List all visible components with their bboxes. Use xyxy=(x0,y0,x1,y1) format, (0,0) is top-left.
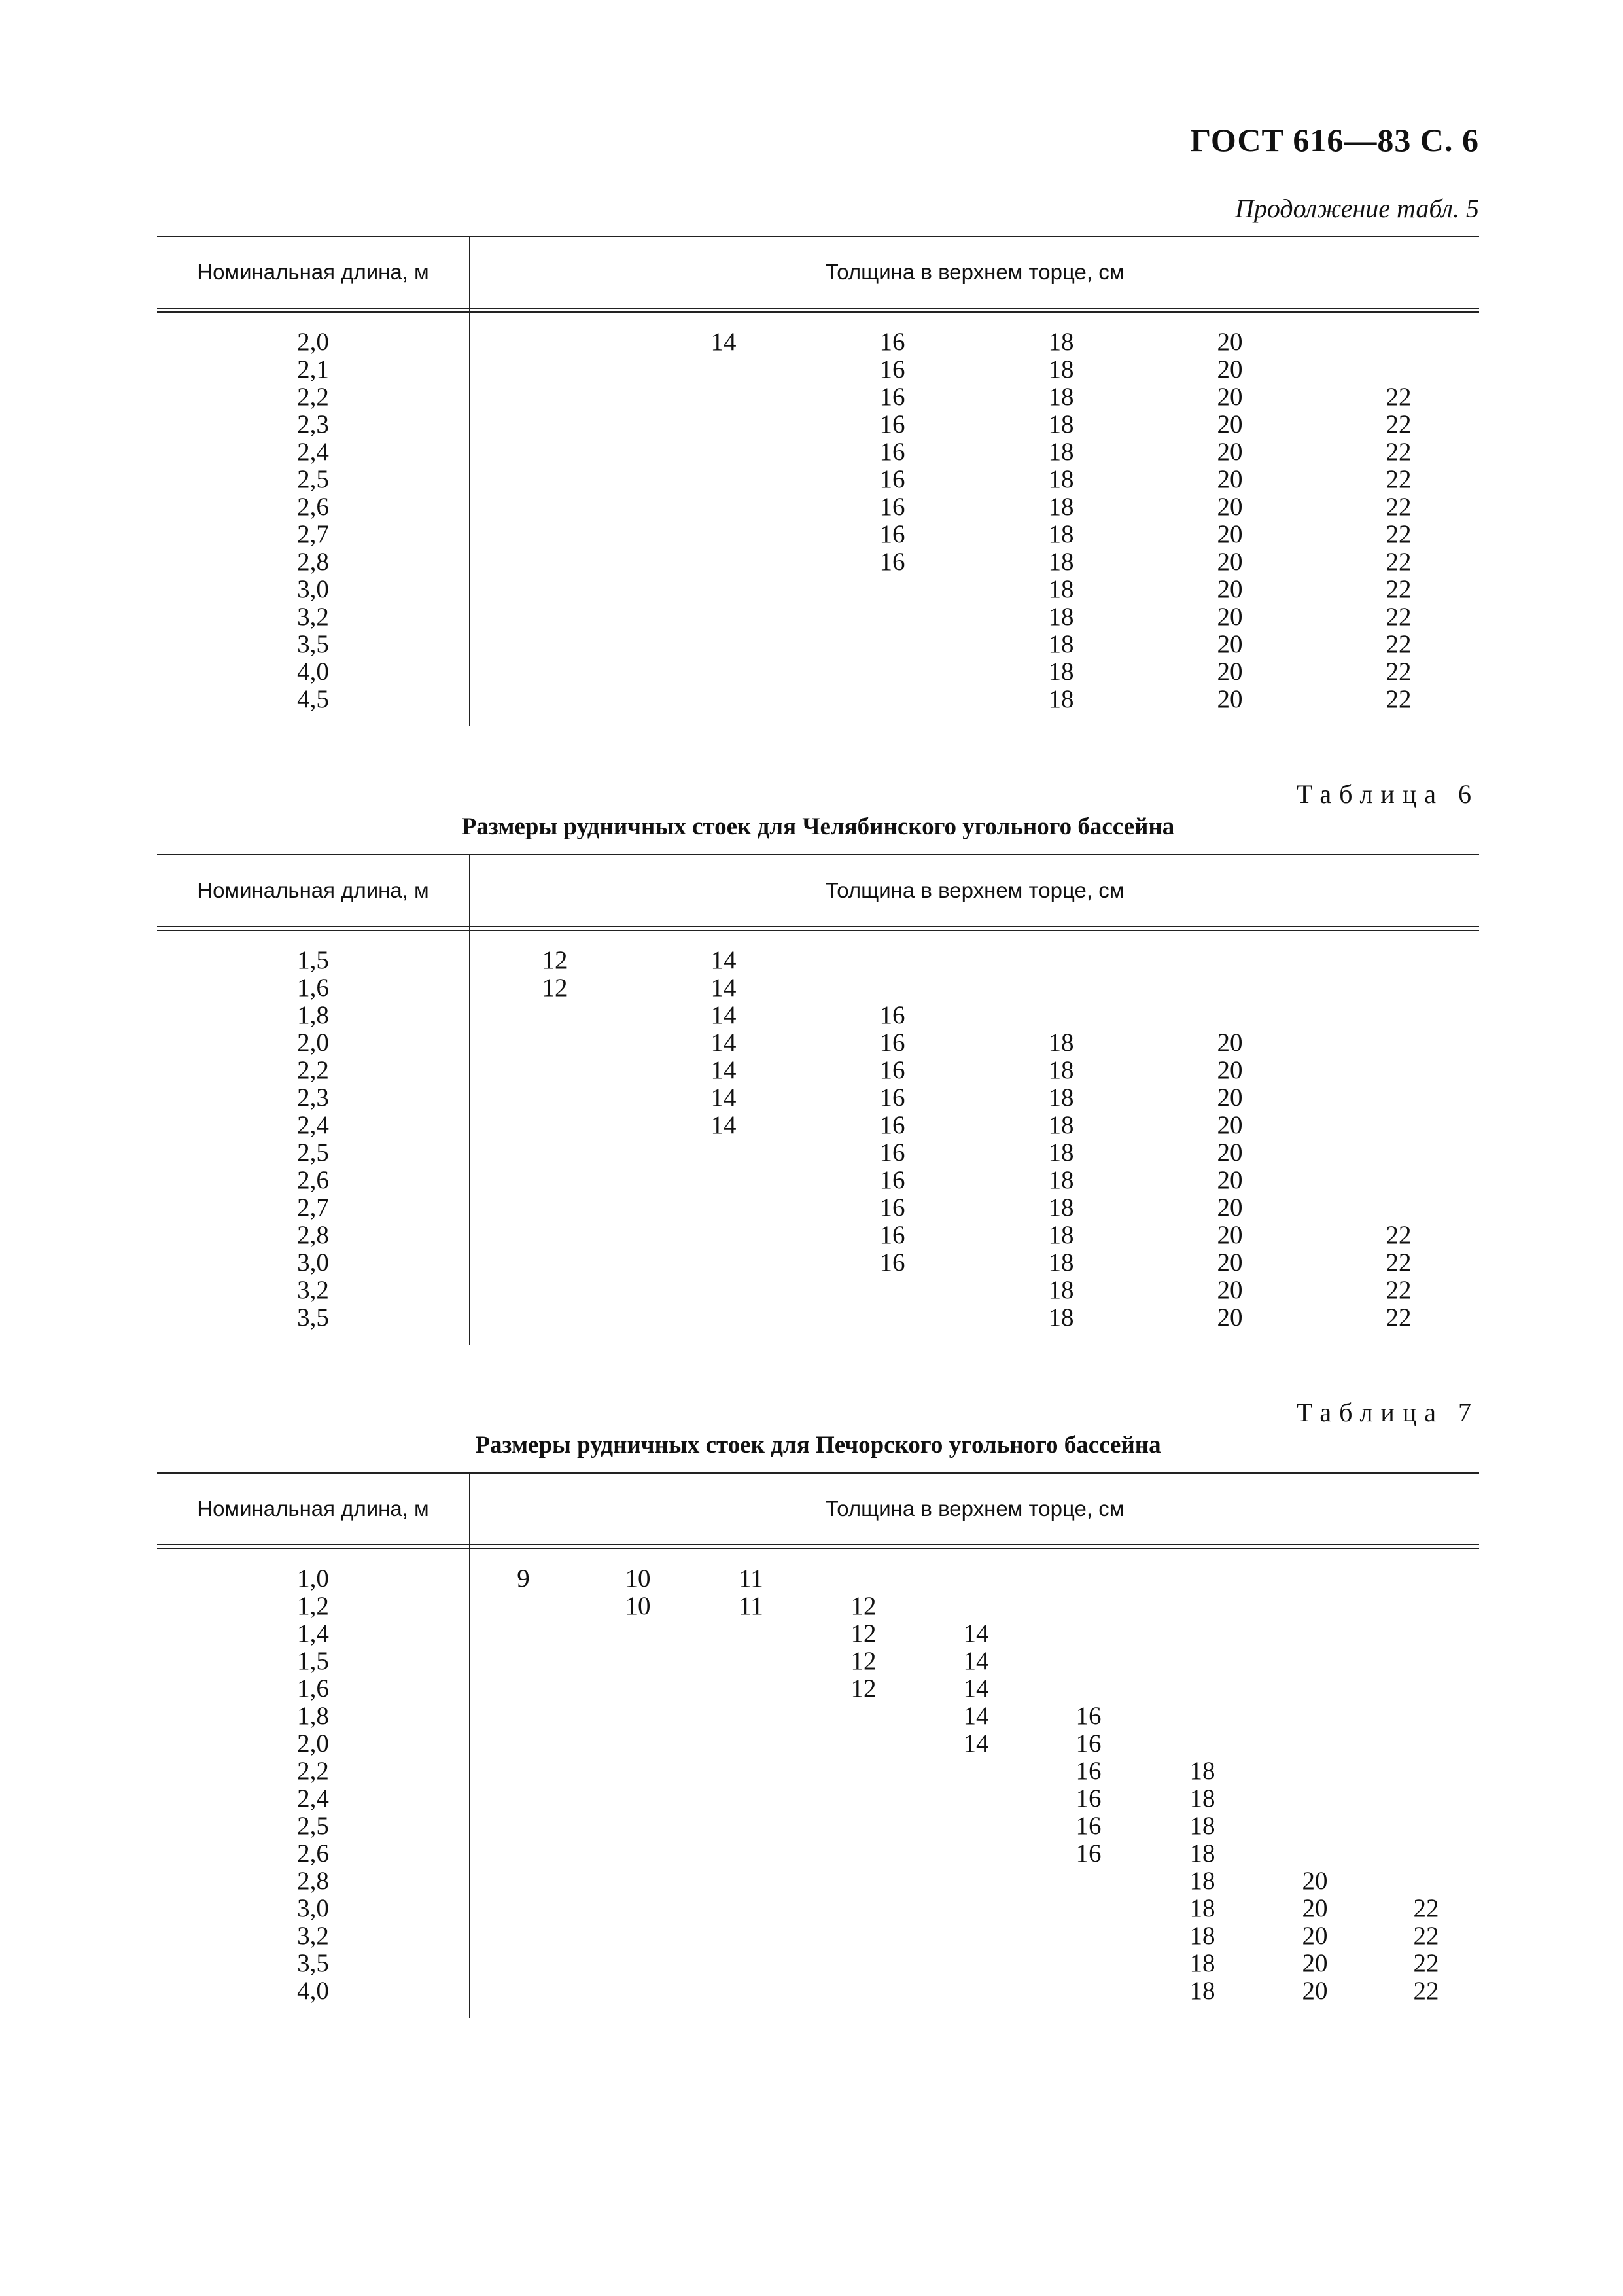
thickness-cell: 16 xyxy=(879,1166,905,1194)
thickness-cell: 20 xyxy=(1217,1248,1243,1277)
table-row xyxy=(157,631,1479,658)
thickness-cell: 20 xyxy=(1217,1084,1243,1112)
table-row xyxy=(157,1922,1479,1950)
table-row xyxy=(157,1194,1479,1222)
col-header-length: Номинальная длина, м xyxy=(197,1496,429,1521)
thickness-cell: 20 xyxy=(1302,1867,1328,1895)
col-header-thickness: Толщина в верхнем торце, см xyxy=(825,260,1125,284)
length-cell: 4,5 xyxy=(297,685,329,713)
thickness-cell: 16 xyxy=(1075,1757,1102,1785)
thickness-cell: 22 xyxy=(1386,465,1412,493)
table-row xyxy=(157,1084,1479,1112)
thickness-cell: 22 xyxy=(1386,493,1412,521)
table-row xyxy=(157,1648,1479,1675)
table-row xyxy=(157,1002,1479,1029)
thickness-cell: 20 xyxy=(1217,1221,1243,1249)
thickness-cell: 16 xyxy=(879,493,905,521)
thickness-cell: 18 xyxy=(1048,1056,1074,1084)
thickness-cell: 18 xyxy=(1048,410,1074,438)
table-row xyxy=(157,658,1479,686)
thickness-cell: 20 xyxy=(1217,685,1243,713)
length-cell: 3,2 xyxy=(297,1922,329,1950)
table-7-title: Размеры рудничных стоек для Печорского угольного бассейна xyxy=(475,1432,1161,1458)
thickness-cell: 18 xyxy=(1048,1139,1074,1167)
length-cell: 3,0 xyxy=(297,1248,329,1277)
thickness-cell: 22 xyxy=(1386,1221,1412,1249)
table-6-label: Таблица 6 xyxy=(1296,779,1479,809)
table-row xyxy=(157,1950,1479,1977)
thickness-cell: 22 xyxy=(1386,548,1412,576)
thickness-cell: 22 xyxy=(1386,603,1412,631)
thickness-cell: 22 xyxy=(1386,685,1412,713)
thickness-cell: 18 xyxy=(1048,658,1074,686)
table-row xyxy=(157,576,1479,603)
thickness-cell: 18 xyxy=(1048,1111,1074,1139)
thickness-cell: 11 xyxy=(739,1564,763,1593)
table-7-label: Таблица 7 xyxy=(1296,1398,1479,1427)
page-header: ГОСТ 616—83 С. 6 xyxy=(1190,122,1479,158)
table-body xyxy=(157,313,1479,725)
thickness-cell: 16 xyxy=(879,1084,905,1112)
thickness-cell: 16 xyxy=(1075,1702,1102,1730)
thickness-cell: 20 xyxy=(1217,1029,1243,1057)
thickness-cell: 18 xyxy=(1189,1867,1215,1895)
length-cell: 2,3 xyxy=(297,410,329,438)
thickness-cell: 12 xyxy=(850,1619,877,1648)
table-row xyxy=(157,1620,1479,1648)
thickness-cell: 16 xyxy=(879,465,905,493)
length-cell: 2,5 xyxy=(297,465,329,493)
length-cell: 2,2 xyxy=(297,1757,329,1785)
thickness-cell: 20 xyxy=(1217,410,1243,438)
thickness-cell: 22 xyxy=(1413,1949,1439,1977)
thickness-cell: 20 xyxy=(1217,1193,1243,1222)
table-6-title: Размеры рудничных стоек для Челябинского угольного бассейна xyxy=(461,813,1175,840)
thickness-cell: 22 xyxy=(1386,383,1412,411)
thickness-cell: 16 xyxy=(879,1221,905,1249)
thickness-cell: 10 xyxy=(625,1592,651,1620)
length-cell: 3,5 xyxy=(297,630,329,658)
thickness-cell: 16 xyxy=(879,1248,905,1277)
thickness-cell: 16 xyxy=(879,383,905,411)
table-row xyxy=(157,548,1479,576)
table-row xyxy=(157,1304,1479,1332)
thickness-cell: 22 xyxy=(1386,410,1412,438)
table-row xyxy=(157,1029,1479,1057)
thickness-cell: 18 xyxy=(1048,1221,1074,1249)
thickness-cell: 20 xyxy=(1217,1166,1243,1194)
table-header xyxy=(157,237,1479,309)
length-cell: 2,6 xyxy=(297,1166,329,1194)
thickness-cell: 18 xyxy=(1048,1084,1074,1112)
col-header-length: Номинальная длина, м xyxy=(197,260,429,284)
thickness-cell: 22 xyxy=(1413,1922,1439,1950)
table-row xyxy=(157,686,1479,713)
thickness-cell: 18 xyxy=(1048,1303,1074,1332)
thickness-cell: 16 xyxy=(1075,1839,1102,1867)
thickness-cell: 12 xyxy=(850,1674,877,1703)
thickness-cell: 14 xyxy=(963,1647,989,1675)
thickness-cell: 20 xyxy=(1217,630,1243,658)
length-cell: 2,3 xyxy=(297,1084,329,1112)
thickness-cell: 18 xyxy=(1189,1839,1215,1867)
table-row xyxy=(157,1977,1479,2005)
thickness-cell: 18 xyxy=(1048,1166,1074,1194)
thickness-cell: 20 xyxy=(1217,383,1243,411)
length-cell: 3,5 xyxy=(297,1949,329,1977)
length-cell: 2,7 xyxy=(297,520,329,548)
thickness-cell: 22 xyxy=(1386,575,1412,603)
thickness-cell: 18 xyxy=(1189,1922,1215,1950)
table-body xyxy=(157,931,1479,1343)
col-header-length: Номинальная длина, м xyxy=(197,878,429,902)
thickness-cell: 16 xyxy=(879,410,905,438)
thickness-cell: 22 xyxy=(1386,658,1412,686)
thickness-cell: 16 xyxy=(879,548,905,576)
length-cell: 2,2 xyxy=(297,383,329,411)
length-cell: 2,8 xyxy=(297,1867,329,1895)
table-row xyxy=(157,1277,1479,1304)
thickness-cell: 18 xyxy=(1048,603,1074,631)
table-row xyxy=(157,1675,1479,1703)
thickness-cell: 20 xyxy=(1217,355,1243,383)
col-header-thickness: Толщина в верхнем торце, см xyxy=(825,1496,1125,1521)
thickness-cell: 14 xyxy=(963,1619,989,1648)
length-cell: 2,2 xyxy=(297,1056,329,1084)
thickness-cell: 18 xyxy=(1048,575,1074,603)
thickness-cell: 14 xyxy=(710,1001,737,1029)
thickness-cell: 20 xyxy=(1302,1977,1328,2005)
table-row xyxy=(157,1867,1479,1895)
thickness-cell: 18 xyxy=(1048,383,1074,411)
length-cell: 2,6 xyxy=(297,1839,329,1867)
length-cell: 1,5 xyxy=(297,946,329,974)
length-cell: 2,4 xyxy=(297,438,329,466)
length-cell: 2,0 xyxy=(297,1729,329,1757)
thickness-cell: 22 xyxy=(1386,438,1412,466)
thickness-cell: 18 xyxy=(1048,1193,1074,1222)
thickness-cell: 14 xyxy=(710,1029,737,1057)
thickness-cell: 14 xyxy=(710,1056,737,1084)
thickness-cell: 16 xyxy=(879,1001,905,1029)
table-row xyxy=(157,1222,1479,1249)
table-row xyxy=(157,1565,1479,1593)
table-row xyxy=(157,438,1479,466)
thickness-cell: 14 xyxy=(710,1111,737,1139)
thickness-cell: 12 xyxy=(850,1647,877,1675)
thickness-cell: 9 xyxy=(517,1564,530,1593)
thickness-cell: 16 xyxy=(1075,1812,1102,1840)
table-row xyxy=(157,493,1479,521)
thickness-cell: 18 xyxy=(1048,520,1074,548)
thickness-cell: 16 xyxy=(879,438,905,466)
thickness-cell: 20 xyxy=(1217,1303,1243,1332)
thickness-cell: 16 xyxy=(879,1111,905,1139)
thickness-cell: 18 xyxy=(1048,630,1074,658)
thickness-cell: 22 xyxy=(1386,630,1412,658)
table-row xyxy=(157,1812,1479,1840)
thickness-cell: 14 xyxy=(710,328,737,356)
thickness-cell: 18 xyxy=(1189,1894,1215,1922)
thickness-cell: 18 xyxy=(1048,438,1074,466)
length-cell: 2,4 xyxy=(297,1784,329,1812)
length-cell: 4,0 xyxy=(297,658,329,686)
length-cell: 2,5 xyxy=(297,1812,329,1840)
thickness-cell: 18 xyxy=(1048,1029,1074,1057)
thickness-cell: 22 xyxy=(1413,1977,1439,2005)
thickness-cell: 22 xyxy=(1386,1303,1412,1332)
thickness-cell: 22 xyxy=(1386,1276,1412,1304)
table-6 xyxy=(157,854,1479,1343)
thickness-cell: 14 xyxy=(963,1702,989,1730)
thickness-cell: 20 xyxy=(1302,1922,1328,1950)
length-cell: 1,8 xyxy=(297,1001,329,1029)
table-row xyxy=(157,1167,1479,1194)
thickness-cell: 16 xyxy=(1075,1729,1102,1757)
table-row xyxy=(157,466,1479,493)
table-row xyxy=(157,1593,1479,1620)
length-cell: 1,8 xyxy=(297,1702,329,1730)
length-cell: 2,6 xyxy=(297,493,329,521)
thickness-cell: 18 xyxy=(1048,685,1074,713)
thickness-cell: 18 xyxy=(1048,1276,1074,1304)
table-header xyxy=(157,855,1479,927)
table-row xyxy=(157,1112,1479,1139)
thickness-cell: 18 xyxy=(1048,355,1074,383)
thickness-cell: 20 xyxy=(1217,1111,1243,1139)
table-row xyxy=(157,1757,1479,1785)
thickness-cell: 20 xyxy=(1217,328,1243,356)
thickness-cell: 12 xyxy=(850,1592,877,1620)
thickness-cell: 20 xyxy=(1217,465,1243,493)
thickness-cell: 16 xyxy=(879,1193,905,1222)
length-cell: 2,8 xyxy=(297,1221,329,1249)
thickness-cell: 20 xyxy=(1217,603,1243,631)
thickness-cell: 18 xyxy=(1048,493,1074,521)
thickness-cell: 11 xyxy=(739,1592,763,1620)
table-row xyxy=(157,1703,1479,1730)
length-cell: 3,2 xyxy=(297,603,329,631)
table-row xyxy=(157,1249,1479,1277)
length-cell: 1,4 xyxy=(297,1619,329,1648)
thickness-cell: 20 xyxy=(1217,575,1243,603)
table-row xyxy=(157,1785,1479,1812)
col-header-thickness: Толщина в верхнем торце, см xyxy=(825,878,1125,902)
table-body xyxy=(157,1549,1479,2017)
thickness-cell: 14 xyxy=(963,1674,989,1703)
thickness-cell: 16 xyxy=(879,1056,905,1084)
thickness-cell: 14 xyxy=(710,974,737,1002)
thickness-cell: 10 xyxy=(625,1564,651,1593)
table-row xyxy=(157,1840,1479,1867)
length-cell: 3,0 xyxy=(297,575,329,603)
thickness-cell: 18 xyxy=(1189,1784,1215,1812)
thickness-cell: 18 xyxy=(1189,1812,1215,1840)
length-cell: 2,4 xyxy=(297,1111,329,1139)
length-cell: 3,2 xyxy=(297,1276,329,1304)
thickness-cell: 20 xyxy=(1217,1056,1243,1084)
thickness-cell: 14 xyxy=(710,946,737,974)
thickness-cell: 20 xyxy=(1217,1276,1243,1304)
thickness-cell: 16 xyxy=(1075,1784,1102,1812)
table-row xyxy=(157,1730,1479,1757)
thickness-cell: 18 xyxy=(1189,1757,1215,1785)
length-cell: 3,5 xyxy=(297,1303,329,1332)
table-row xyxy=(157,521,1479,548)
thickness-cell: 18 xyxy=(1048,465,1074,493)
thickness-cell: 18 xyxy=(1189,1977,1215,2005)
thickness-cell: 20 xyxy=(1302,1894,1328,1922)
length-cell: 2,5 xyxy=(297,1139,329,1167)
length-cell: 3,0 xyxy=(297,1894,329,1922)
thickness-cell: 20 xyxy=(1217,658,1243,686)
thickness-cell: 22 xyxy=(1386,520,1412,548)
thickness-cell: 20 xyxy=(1217,548,1243,576)
thickness-cell: 20 xyxy=(1217,438,1243,466)
thickness-cell: 22 xyxy=(1413,1894,1439,1922)
table-5-continued xyxy=(157,236,1479,725)
table-header xyxy=(157,1474,1479,1545)
table-row xyxy=(157,1057,1479,1084)
thickness-cell: 16 xyxy=(879,1139,905,1167)
thickness-cell: 22 xyxy=(1386,1248,1412,1277)
length-cell: 2,1 xyxy=(297,355,329,383)
thickness-cell: 14 xyxy=(963,1729,989,1757)
length-cell: 4,0 xyxy=(297,1977,329,2005)
length-cell: 1,2 xyxy=(297,1592,329,1620)
table-row xyxy=(157,328,1479,356)
table-row xyxy=(157,1895,1479,1922)
table-row xyxy=(157,603,1479,631)
thickness-cell: 18 xyxy=(1048,548,1074,576)
table-7 xyxy=(157,1472,1479,2017)
length-cell: 2,0 xyxy=(297,328,329,356)
table-row xyxy=(157,1139,1479,1167)
thickness-cell: 16 xyxy=(879,1029,905,1057)
thickness-cell: 20 xyxy=(1217,1139,1243,1167)
length-cell: 1,6 xyxy=(297,1674,329,1703)
length-cell: 1,0 xyxy=(297,1564,329,1593)
thickness-cell: 16 xyxy=(879,355,905,383)
thickness-cell: 20 xyxy=(1302,1949,1328,1977)
thickness-cell: 18 xyxy=(1189,1949,1215,1977)
thickness-cell: 20 xyxy=(1217,520,1243,548)
table-row xyxy=(157,947,1479,974)
table-continuation-label: Продолжение табл. 5 xyxy=(1234,194,1479,223)
thickness-cell: 18 xyxy=(1048,328,1074,356)
thickness-cell: 12 xyxy=(542,974,568,1002)
length-cell: 2,7 xyxy=(297,1193,329,1222)
length-cell: 1,6 xyxy=(297,974,329,1002)
thickness-cell: 16 xyxy=(879,520,905,548)
thickness-cell: 16 xyxy=(879,328,905,356)
length-cell: 2,8 xyxy=(297,548,329,576)
thickness-cell: 14 xyxy=(710,1084,737,1112)
thickness-cell: 20 xyxy=(1217,493,1243,521)
length-cell: 2,0 xyxy=(297,1029,329,1057)
table-row xyxy=(157,356,1479,383)
thickness-cell: 18 xyxy=(1048,1248,1074,1277)
table-row xyxy=(157,974,1479,1002)
table-row xyxy=(157,383,1479,411)
thickness-cell: 12 xyxy=(542,946,568,974)
table-row xyxy=(157,411,1479,438)
length-cell: 1,5 xyxy=(297,1647,329,1675)
